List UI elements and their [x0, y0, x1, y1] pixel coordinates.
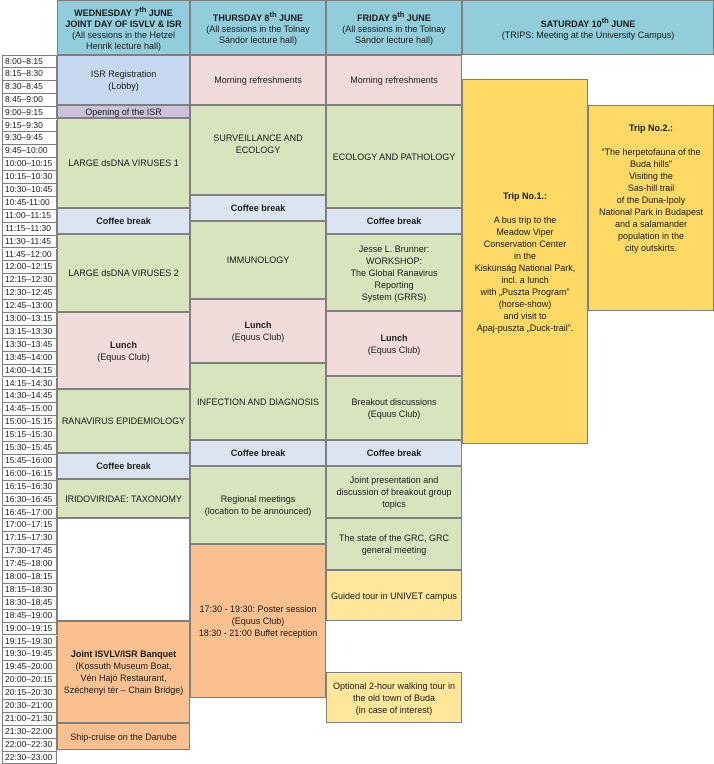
thu-infection-diagnosis: INFECTION AND DIAGNOSIS [190, 363, 326, 440]
fri-guided-tour: Guided tour in UNIVET campus [326, 570, 462, 621]
time-slot: 15:30–15:45 [2, 442, 57, 455]
time-slot: 19:15–19:30 [2, 636, 57, 649]
trip-line: city outskirts. [624, 243, 677, 253]
fri-coffee-break-1: Coffee break [326, 208, 462, 234]
wed-large-dsdna-2: LARGE dsDNA VIRUSES 2 [57, 234, 190, 312]
time-slot: 18:30–18:45 [2, 597, 57, 610]
time-slot: 17:45–18:00 [2, 558, 57, 571]
time-slot: 20:30–21:00 [2, 700, 57, 713]
time-slot: 20:00–20:15 [2, 674, 57, 687]
time-slot: 18:15–18:30 [2, 584, 57, 597]
thu-coffee-break-1: Coffee break [190, 195, 326, 221]
wed-iridoviridae-taxonomy: IRIDOVIRIDAE: TAXONOMY [57, 479, 190, 518]
fri-joint-presentation: Joint presentation and discussion of breakout group topics [326, 466, 462, 518]
time-slot: 17:15–17:30 [2, 532, 57, 545]
thu-lunch: Lunch (Equus Club) [190, 299, 326, 363]
time-slot: 10:15–10:30 [2, 171, 57, 184]
header-saturday-location: (TRIPS: Meeting at the University Campus) [501, 29, 675, 40]
time-slot: 15:00–15:15 [2, 416, 57, 429]
time-slot: 9:15–9:30 [2, 120, 57, 133]
thu-immunology: IMMUNOLOGY [190, 221, 326, 299]
trip-line: Meadow Viper [496, 226, 554, 237]
time-slot: 13:30–13:45 [2, 339, 57, 352]
fri-morning-refreshments: Morning refreshments [326, 55, 462, 105]
time-slot: 14:45–15:00 [2, 403, 57, 416]
header-saturday: SATURDAY 10th JUNE (TRIPS: Meeting at the University Campus) [462, 0, 714, 55]
time-slot: 11:45–12:00 [2, 249, 57, 262]
thu-morning-refreshments: Morning refreshments [190, 55, 326, 105]
time-slot: 16:45–17:00 [2, 507, 57, 520]
time-slot: 19:30–19:45 [2, 648, 57, 661]
time-slot: 8:15–8:30 [2, 68, 57, 81]
time-slot: 9:45–10:00 [2, 145, 57, 158]
time-slot: 10:30–10:45 [2, 184, 57, 197]
time-slot: 11:30–11:45 [2, 236, 57, 249]
wed-large-dsdna-1: LARGE dsDNA VIRUSES 1 [57, 118, 190, 208]
sat-trip-2: Trip No.2.: “The herpetofauna of the Buda hills” Visiting the Sas-hill trail of the Duna-Ipoly National Park in Budapest and a salamander population in the city outskirts. [588, 105, 714, 311]
time-slot: 20:15–20:30 [2, 687, 57, 700]
time-slot: 17:00–17:15 [2, 519, 57, 532]
trip-line: with „Puszta Program” [480, 286, 570, 297]
wed-opening-isr: Opening of the ISR [57, 105, 190, 118]
trip-line: and visit to [503, 310, 547, 321]
time-slot: 21:30–22:00 [2, 726, 57, 739]
wed-lunch: Lunch (Equus Club) [57, 312, 190, 389]
thu-regional-meetings: Regional meetings (location to be announced) [190, 466, 326, 544]
thu-surveillance-ecology: SURVEILLANCE AND ECOLOGY [190, 105, 326, 195]
time-slot: 18:45–19:00 [2, 610, 57, 623]
time-slot: 22:30–23:00 [2, 752, 57, 764]
time-slot: 13:15–13:30 [2, 326, 57, 339]
time-slot: 11:15–11:30 [2, 223, 57, 236]
trip-line: in the [513, 250, 537, 261]
time-slot: 14:00–14:15 [2, 365, 57, 378]
time-slot: 16:00–16:15 [2, 468, 57, 481]
time-slot: 8:00–8:15 [2, 55, 57, 68]
fri-workshop-grrs: Jesse L. Brunner: WORKSHOP: The Global Ranavirus Reporting System (GRRS) [326, 234, 462, 311]
header-thursday: THURSDAY 8th JUNE (All sessions in the Tolnay Sándor lecture hall) [190, 0, 326, 55]
trip-line: Apaj-puszta „Duck-trail”. [476, 322, 574, 333]
fri-breakout-discussions: Breakout discussions (Equus Club) [326, 376, 462, 440]
wed-isr-registration: ISR Registration (Lobby) [57, 55, 190, 105]
time-slot: 8:45–9:00 [2, 94, 57, 107]
time-slot: 19:45–20:00 [2, 661, 57, 674]
header-friday: FRIDAY 9th JUNE (All sessions in the Tolnay Sándor lecture hall) [326, 0, 462, 55]
time-slot: 18:00–18:15 [2, 571, 57, 584]
trip-line: Sas-hill trail [627, 183, 675, 193]
wed-ship-cruise: Ship-cruise on the Danube [57, 723, 190, 750]
time-slot: 22:00–22:30 [2, 739, 57, 752]
time-slot: 21:00–21:30 [2, 713, 57, 726]
fri-grc-meeting: The state of the GRC, GRC general meeting [326, 518, 462, 570]
time-slot: 14:30–14:45 [2, 390, 57, 403]
trip-line: “The herpetofauna of the [601, 147, 701, 157]
header-wednesday: WEDNESDAY 7th JUNE JOINT DAY OF ISVLV & ISR (All sessions in the Hetzel Henrik lecture hall) [57, 0, 190, 55]
wed-coffee-break-1: Coffee break [57, 208, 190, 234]
trip-line: National Park in Budapest [598, 207, 704, 217]
time-slot: 10:00–10:15 [2, 158, 57, 171]
trip-line: Buda hills” [629, 159, 673, 169]
time-slot: 14:15–14:30 [2, 378, 57, 391]
fri-coffee-break-2: Coffee break [326, 440, 462, 466]
time-slot: 12:15–12:30 [2, 274, 57, 287]
time-slot: 12:45–13:00 [2, 300, 57, 313]
fri-lunch: Lunch (Equus Club) [326, 311, 462, 376]
thu-coffee-break-2: Coffee break [190, 440, 326, 466]
time-slot: 15:15–15:30 [2, 429, 57, 442]
header-wednesday-subtitle: JOINT DAY OF ISVLV & ISR [65, 18, 182, 29]
sat-trip-1: Trip No.1.: A bus trip to the Meadow Viper Conservation Center in the Kiskunság National Park, incl. a lunch with „Puszta Program” (horse-show) and visit to Apaj-puszta „Duck-trail”. [462, 79, 588, 444]
time-slot: 9:30–9:45 [2, 132, 57, 145]
trip-line: and a salamander [614, 219, 688, 229]
time-slot: 16:15–16:30 [2, 481, 57, 494]
header-wednesday-location: (All sessions in the Hetzel Henrik lecture hall) [71, 29, 176, 51]
time-slot: 8:30–8:45 [2, 81, 57, 94]
trip-line: (horse-show) [498, 298, 552, 309]
time-slot: 12:00–12:15 [2, 261, 57, 274]
wed-empty-evening [57, 518, 190, 621]
trip-line: incl. a lunch [501, 274, 549, 285]
time-slot: 19:00–19:15 [2, 623, 57, 636]
trip-line: Visiting the [629, 171, 673, 181]
trip-line: of the Duna-Ipoly [616, 195, 686, 205]
fri-ecology-pathology: ECOLOGY AND PATHOLOGY [326, 105, 462, 208]
header-friday-location: (All sessions in the Tolnay Sándor lecture hall) [342, 24, 446, 45]
time-slot: 10:45-11:00 [2, 197, 57, 210]
trip-line: Conservation Center [483, 238, 567, 249]
wed-coffee-break-2: Coffee break [57, 453, 190, 479]
thu-poster-session: 17:30 - 19:30: Poster session (Equus Club) 18:30 - 21:00 Buffet reception [190, 544, 326, 698]
time-slot: 15:45–16:00 [2, 455, 57, 468]
fri-walking-tour: Optional 2-hour walking tour in the old town of Buda (in case of interest) [326, 672, 462, 723]
time-slot: 13:45–14:00 [2, 352, 57, 365]
wed-ranavirus-epidemiology: RANAVIRUS EPIDEMIOLOGY [57, 389, 190, 453]
time-slot: 12:30–12:45 [2, 287, 57, 300]
time-slot: 11:00–11:15 [2, 210, 57, 223]
wed-joint-banquet: Joint ISVLV/ISR Banquet (Kossuth Museum Boat, Vén Hajó Restaurant, Széchenyi tér – Chain Bridge) [57, 621, 190, 723]
header-thursday-location: (All sessions in the Tolnay Sándor lecture hall) [206, 24, 310, 45]
trip-line: A bus trip to the [493, 214, 557, 225]
time-slot: 13:00–13:15 [2, 313, 57, 326]
time-slot: 16:30–16:45 [2, 494, 57, 507]
time-slot: 17:30–17:45 [2, 545, 57, 558]
trip-line: Kiskunság National Park, [474, 262, 576, 273]
trip-line: population in the [617, 231, 685, 241]
time-slot: 9:00–9:15 [2, 107, 57, 120]
